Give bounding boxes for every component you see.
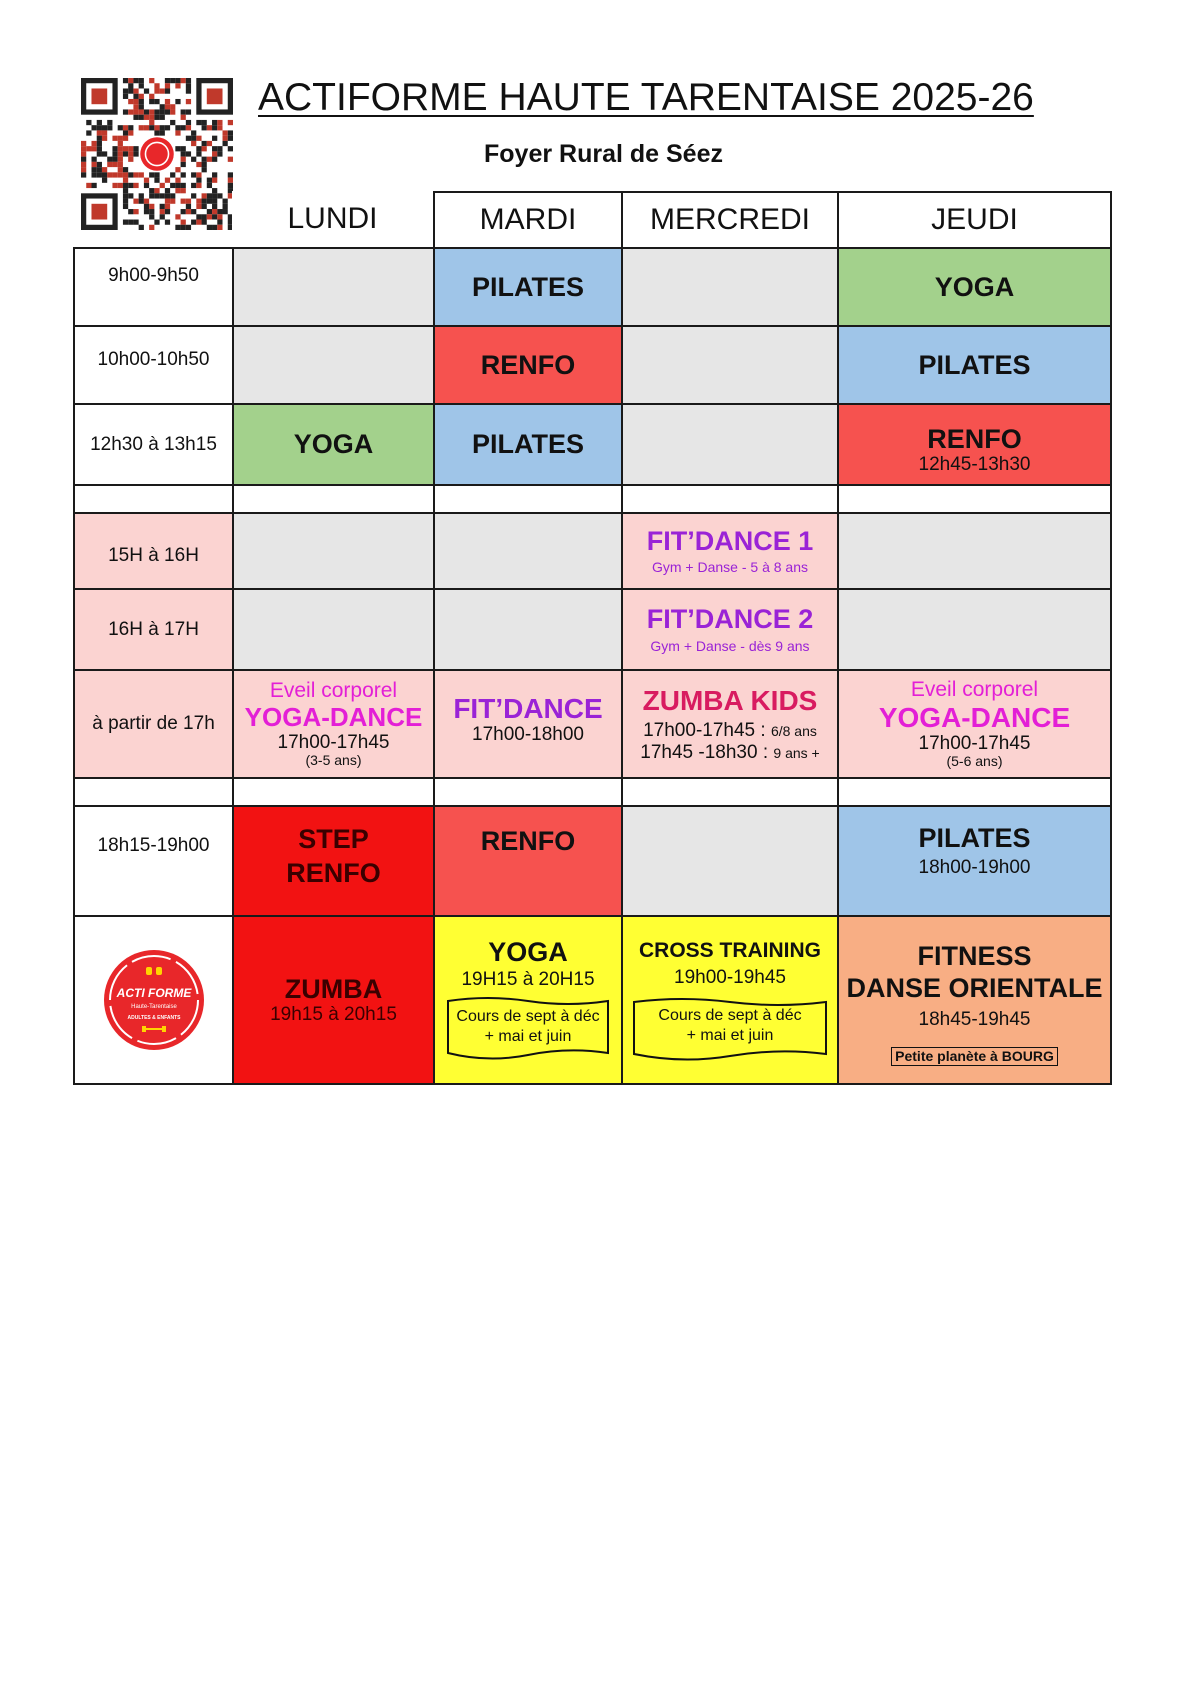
activity-name: YOGA xyxy=(488,937,568,967)
slot-lundi-9h00 xyxy=(232,247,435,327)
slot-lundi-evening xyxy=(232,915,435,1085)
note-text: Cours de sept à déc xyxy=(456,1007,600,1025)
activity-age: (5-6 ans) xyxy=(946,753,1003,770)
slot-jeudi-9h00: YOGA xyxy=(837,247,1112,327)
activity-name: DANSE ORIENTALE xyxy=(846,973,1103,1004)
spacer-cell xyxy=(433,777,623,807)
day-header-mercredi: MERCREDI xyxy=(621,191,839,249)
activity-name: YOGA-DANCE xyxy=(878,701,1071,733)
slot-jeudi-10h00: PILATES xyxy=(837,325,1112,405)
slot-lundi-15h xyxy=(232,512,435,590)
time-label-18h15: 18h15-19h00 xyxy=(73,805,234,917)
activity-name: STEP xyxy=(298,823,369,854)
slot-mercredi-17h xyxy=(621,669,839,779)
activity-name: YOGA-DANCE xyxy=(244,701,423,732)
slot-lundi-18h15 xyxy=(232,805,435,917)
activity-time: 19h15 à 20h15 xyxy=(270,1004,397,1026)
activity-time: 18h00-19h00 xyxy=(918,857,1031,879)
slot-lundi-12h30: YOGA xyxy=(232,403,435,486)
spacer-cell xyxy=(433,484,623,514)
activity-time: 17h00-17h45 xyxy=(277,731,390,753)
activity-time: 17h45 -18h30 : xyxy=(640,741,774,763)
activity-time: 19h00-19h45 xyxy=(674,966,786,988)
spacer-cell xyxy=(232,484,435,514)
slot-mardi-9h00: PILATES xyxy=(433,247,623,327)
logo-region: Haute-Tarentaise xyxy=(130,1004,177,1010)
slot-mercredi-10h00 xyxy=(621,325,839,405)
slot-mercredi-evening xyxy=(621,915,839,1085)
activity-time: 12h45-13h30 xyxy=(918,453,1031,475)
slot-mercredi-18h15 xyxy=(621,805,839,917)
activity-name: PILATES xyxy=(918,823,1031,854)
slot-jeudi-evening xyxy=(837,915,1112,1085)
slot-jeudi-18h15 xyxy=(837,805,1112,917)
spacer-cell xyxy=(621,777,839,807)
location-badge: Petite planète à BOURG xyxy=(891,1047,1058,1067)
activity-time: 18h45-19h45 xyxy=(918,1009,1031,1031)
activity-name: FIT’DANCE 1 xyxy=(646,526,814,557)
day-header-jeudi: JEUDI xyxy=(837,191,1112,249)
slot-jeudi-16h xyxy=(837,588,1112,671)
time-label-10h00: 10h00-10h50 xyxy=(73,325,234,405)
activity-subtitle: Gym + Danse - dès 9 ans xyxy=(650,638,810,655)
actiforme-logo xyxy=(99,945,209,1055)
slot-lundi-16h xyxy=(232,588,435,671)
activity-time: 17h00-18h00 xyxy=(472,724,584,746)
activity-prefix: Eveil corporel xyxy=(269,679,398,703)
activity-age: 6/8 ans xyxy=(770,723,817,740)
spacer-cell xyxy=(837,484,1112,514)
day-header-mardi: MARDI xyxy=(433,191,623,249)
activity-age: (3-5 ans) xyxy=(305,752,362,769)
activity-name: ZUMBA KIDS xyxy=(642,685,818,717)
activity-name: CROSS TRAINING xyxy=(638,939,821,962)
logo-cell xyxy=(73,915,234,1085)
time-label-16h: 16H à 17H xyxy=(73,588,234,671)
qr-code-icon xyxy=(80,78,234,230)
slot-mercredi-15h xyxy=(621,512,839,590)
activity-name: RENFO xyxy=(286,858,381,888)
slot-mardi-18h15: RENFO xyxy=(433,805,623,917)
activity-name: FITNESS xyxy=(917,941,1032,971)
slot-jeudi-17h xyxy=(837,669,1112,779)
spacer-cell xyxy=(837,777,1112,807)
spacer-cell xyxy=(73,484,234,514)
spacer-cell xyxy=(621,484,839,514)
logo-tagline: ADULTES & ENFANTS xyxy=(127,1015,180,1021)
slot-jeudi-12h30 xyxy=(837,403,1112,486)
logo-name: ACTI FORME xyxy=(116,986,191,1000)
activity-time: 17h00-17h45 xyxy=(918,732,1031,754)
activity-name: FIT’DANCE xyxy=(453,692,603,724)
slot-jeudi-15h xyxy=(837,512,1112,590)
time-label-17h: à partir de 17h xyxy=(73,669,234,779)
slot-mardi-evening xyxy=(433,915,623,1085)
activity-name: ZUMBA xyxy=(284,974,383,1005)
slot-mardi-12h30: PILATES xyxy=(433,403,623,486)
activity-time: 19H15 à 20H15 xyxy=(461,969,595,991)
day-header-lundi: LUNDI xyxy=(232,191,435,249)
time-label-9h00: 9h00-9h50 xyxy=(73,247,234,327)
slot-mercredi-16h xyxy=(621,588,839,671)
spacer-cell xyxy=(73,777,234,807)
slot-mardi-17h xyxy=(433,669,623,779)
time-label-15h: 15H à 16H xyxy=(73,512,234,590)
note-text: + mai et juin xyxy=(686,1026,774,1044)
activity-name: RENFO xyxy=(927,423,1022,454)
slot-mardi-16h xyxy=(433,588,623,671)
page-title: ACTIFORME HAUTE TARENTAISE 2025-26 xyxy=(258,76,1034,119)
activity-time: 17h00-17h45 : xyxy=(643,720,771,742)
note-text: + mai et juin xyxy=(484,1027,572,1045)
activity-age: 9 ans + xyxy=(773,744,820,761)
slot-mardi-15h xyxy=(433,512,623,590)
slot-mercredi-9h00 xyxy=(621,247,839,327)
slot-lundi-17h xyxy=(232,669,435,779)
activity-name: FIT’DANCE 2 xyxy=(646,604,814,635)
slot-mardi-10h00: RENFO xyxy=(433,325,623,405)
slot-lundi-10h00 xyxy=(232,325,435,405)
activity-subtitle: Gym + Danse - 5 à 8 ans xyxy=(651,559,809,576)
time-label-12h30: 12h30 à 13h15 xyxy=(73,403,234,486)
page-subtitle: Foyer Rural de Séez xyxy=(484,140,723,168)
activity-prefix: Eveil corporel xyxy=(910,678,1039,702)
spacer-cell xyxy=(232,777,435,807)
note-text: Cours de sept à déc xyxy=(658,1006,802,1024)
slot-mercredi-12h30 xyxy=(621,403,839,486)
